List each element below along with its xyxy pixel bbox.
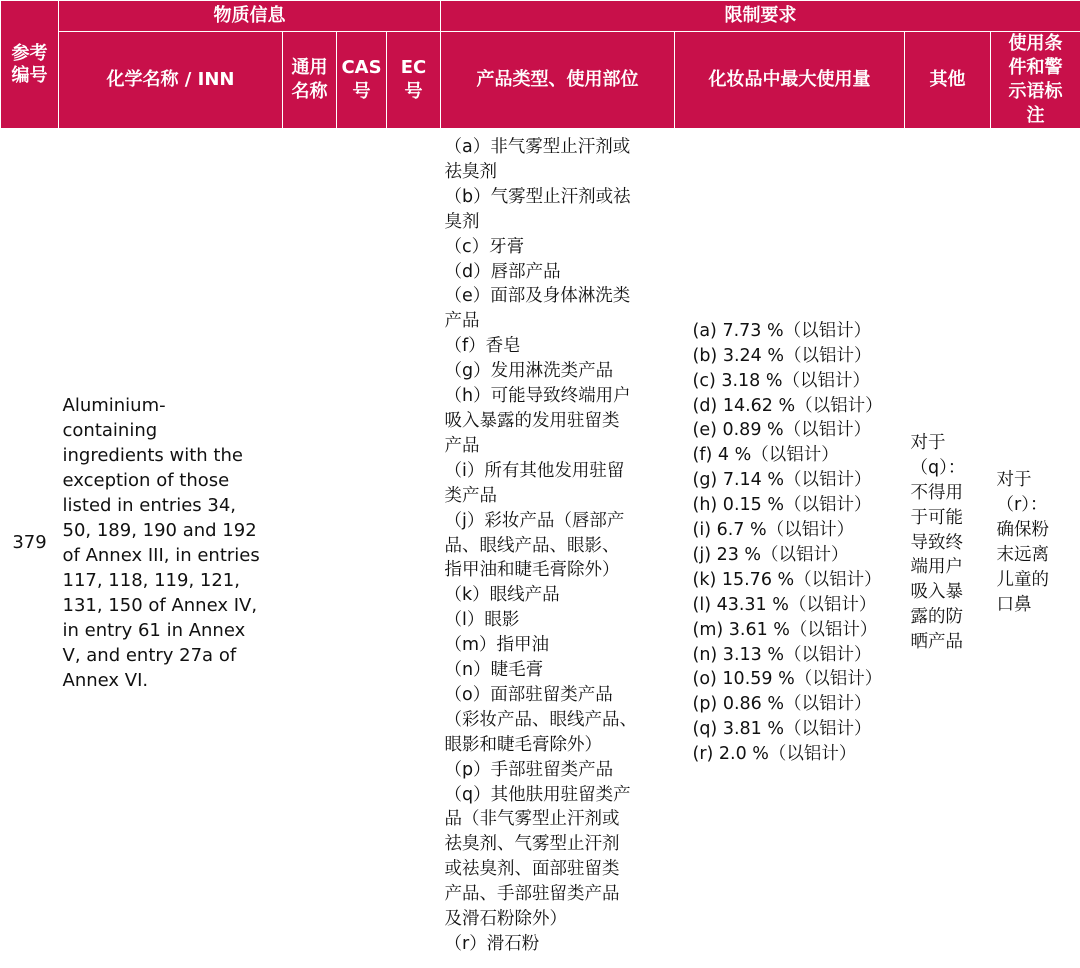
product-type-line: （f）香皂 xyxy=(444,336,521,357)
product-type-line: （b）气雾型止汗剂或祛 xyxy=(444,186,631,207)
max-use-line: (o) 10.59 %（以铝计） xyxy=(692,669,883,690)
chemical-name-line: containing xyxy=(62,419,158,441)
product-type-line: （彩妆产品、眼线产品、 xyxy=(444,709,637,730)
chemical-name-line: Aluminium- xyxy=(62,394,166,416)
header-ref-no: 参考 编号 xyxy=(1,1,59,129)
product-type-line: （q）其他肤用驻留类产 xyxy=(444,784,631,805)
other-line: 端用户 xyxy=(910,557,963,578)
conditions-line: 末远离 xyxy=(996,544,1049,565)
conditions-line: 口鼻 xyxy=(996,594,1032,615)
chemical-name-line: ingredients with the xyxy=(62,444,243,466)
chemical-name-line: in entry 61 in Annex xyxy=(62,619,246,641)
chemical-name-line: of Annex III, in entries xyxy=(62,544,260,566)
product-type-line: 祛臭剂 xyxy=(444,161,497,182)
product-type-line: 或祛臭剂、面部驻留类 xyxy=(444,859,620,880)
header-common-name: 通用 名称 xyxy=(283,32,337,129)
product-type-line: （k）眼线产品 xyxy=(444,585,560,606)
conditions-line: （r）： xyxy=(996,495,1048,516)
product-type-line: （d）唇部产品 xyxy=(444,261,561,282)
product-type-line: （g）发用淋洗类产品 xyxy=(444,361,614,382)
product-type-line: 品、眼线产品、眼影、 xyxy=(444,535,620,556)
ec-cell xyxy=(387,129,441,957)
conditions-line: 儿童的 xyxy=(996,569,1049,590)
product-type-line: 产品 xyxy=(444,435,480,456)
other-line: 吸入暴 xyxy=(910,582,963,603)
max-use-line: (f) 4 %（以铝计） xyxy=(692,445,839,466)
chemical-name-line: Annex VI. xyxy=(62,669,149,691)
product-type-line: 品（非气雾型止汗剂或 xyxy=(444,809,620,830)
chemical-name-line: 131, 150 of Annex IV, xyxy=(62,594,258,616)
product-type-line: （a）非气雾型止汗剂或 xyxy=(444,137,631,157)
conditions-line: 对于 xyxy=(996,470,1032,491)
product-type-line: 臭剂 xyxy=(444,211,480,232)
max-use-line: (p) 0.86 %（以铝计） xyxy=(692,694,872,715)
max-use-line: (l) 43.31 %（以铝计） xyxy=(692,594,877,615)
header-group-substance: 物质信息 xyxy=(59,1,441,32)
other-line: 于可能 xyxy=(910,507,963,528)
max-use-line: (m) 3.61 %（以铝计） xyxy=(692,619,878,640)
other-line: 不得用 xyxy=(910,482,963,503)
product-type-line: 产品、手部驻留类产品 xyxy=(444,884,620,905)
chemical-name-line: 117, 118, 119, 121, xyxy=(62,569,240,591)
header-product-type: 产品类型、使用部位 xyxy=(441,32,675,129)
other-text xyxy=(905,431,991,655)
ref-number: 379 xyxy=(12,532,47,554)
conditions-cell xyxy=(991,129,1080,957)
common-name-cell xyxy=(283,129,337,957)
product-type-line: （r）滑石粉 xyxy=(444,934,540,954)
product-type-line: （o）面部驻留类产品 xyxy=(444,684,613,705)
product-type-line: 产品 xyxy=(444,311,480,332)
table-row xyxy=(1,129,1080,957)
max-use-line: (e) 0.89 %（以铝计） xyxy=(692,420,872,441)
max-use-line: (n) 3.13 %（以铝计） xyxy=(692,644,872,665)
product-type-line: 及滑石粉除外） xyxy=(444,909,567,930)
product-type-line: （n）睫毛膏 xyxy=(444,660,544,681)
header-chemical-name: 化学名称 / INN xyxy=(59,32,283,129)
product-type-line: 祛臭剂、气雾型止汗剂 xyxy=(444,834,620,855)
chemical-name-text xyxy=(63,393,283,693)
max-use-line: (a) 7.73 %（以铝计） xyxy=(692,320,872,341)
chemical-name-line: listed in entries 34, xyxy=(62,494,237,516)
header-other: 其他 xyxy=(905,32,991,129)
cas-cell xyxy=(337,129,387,957)
max-use-list xyxy=(675,319,905,767)
product-type-line: （c）牙膏 xyxy=(444,236,525,257)
product-type-line: 眼影和睫毛膏除外） xyxy=(444,734,602,755)
max-use-line: (g) 7.14 %（以铝计） xyxy=(692,470,872,491)
max-use-line: (j) 23 %（以铝计） xyxy=(692,544,849,565)
conditions-text xyxy=(991,468,1080,617)
product-type-line: （i）所有其他发用驻留 xyxy=(444,460,625,481)
max-use-line: (q) 3.81 %（以铝计） xyxy=(692,719,872,740)
other-line: （q）： xyxy=(910,457,966,478)
chemical-name-line: V, and entry 27a of xyxy=(62,644,237,666)
product-type-line: （m）指甲油 xyxy=(444,635,550,656)
product-type-line: （l）眼影 xyxy=(444,610,520,631)
product-type-cell xyxy=(441,129,675,957)
chemical-name-cell xyxy=(59,129,283,957)
product-type-list xyxy=(441,129,675,957)
header-group-limits: 限制要求 xyxy=(441,1,1080,32)
other-cell xyxy=(905,129,991,957)
product-type-line: （j）彩妆产品（唇部产 xyxy=(444,510,625,531)
other-line: 导致终 xyxy=(910,532,963,553)
header-ec-no: EC 号 xyxy=(387,32,441,129)
chemical-name-line: exception of those xyxy=(62,469,230,491)
max-use-cell xyxy=(675,129,905,957)
max-use-line: (i) 6.7 %（以铝计） xyxy=(692,520,855,541)
max-use-line: (d) 14.62 %（以铝计） xyxy=(692,395,883,416)
max-use-line: (b) 3.24 %（以铝计） xyxy=(692,345,872,366)
header-max-use: 化妆品中最大使用量 xyxy=(675,32,905,129)
other-line: 对于 xyxy=(910,432,946,453)
header-conditions-warnings: 使用条 件和警 示语标 注 xyxy=(991,32,1080,129)
chemical-name-line: 50, 189, 190 and 192 xyxy=(62,519,257,541)
max-use-line: (r) 2.0 %（以铝计） xyxy=(692,744,857,765)
product-type-line: （e）面部及身体淋洗类 xyxy=(444,286,631,307)
product-type-line: （p）手部驻留类产品 xyxy=(444,759,614,780)
product-type-line: 指甲油和睫毛膏除外） xyxy=(444,560,620,581)
max-use-line: (c) 3.18 %（以铝计） xyxy=(692,370,870,391)
other-line: 露的防 xyxy=(910,607,963,628)
conditions-line: 确保粉 xyxy=(996,520,1049,541)
header-cas-no: CAS 号 xyxy=(337,32,387,129)
product-type-line: 类产品 xyxy=(444,485,497,506)
max-use-line: (k) 15.76 %（以铝计） xyxy=(692,569,882,590)
max-use-line: (h) 0.15 %（以铝计） xyxy=(692,495,872,516)
product-type-line: （h）可能导致终端用户 xyxy=(444,386,631,407)
other-line: 晒产品 xyxy=(910,632,963,653)
product-type-line: 吸入暴露的发用驻留类 xyxy=(444,410,620,431)
